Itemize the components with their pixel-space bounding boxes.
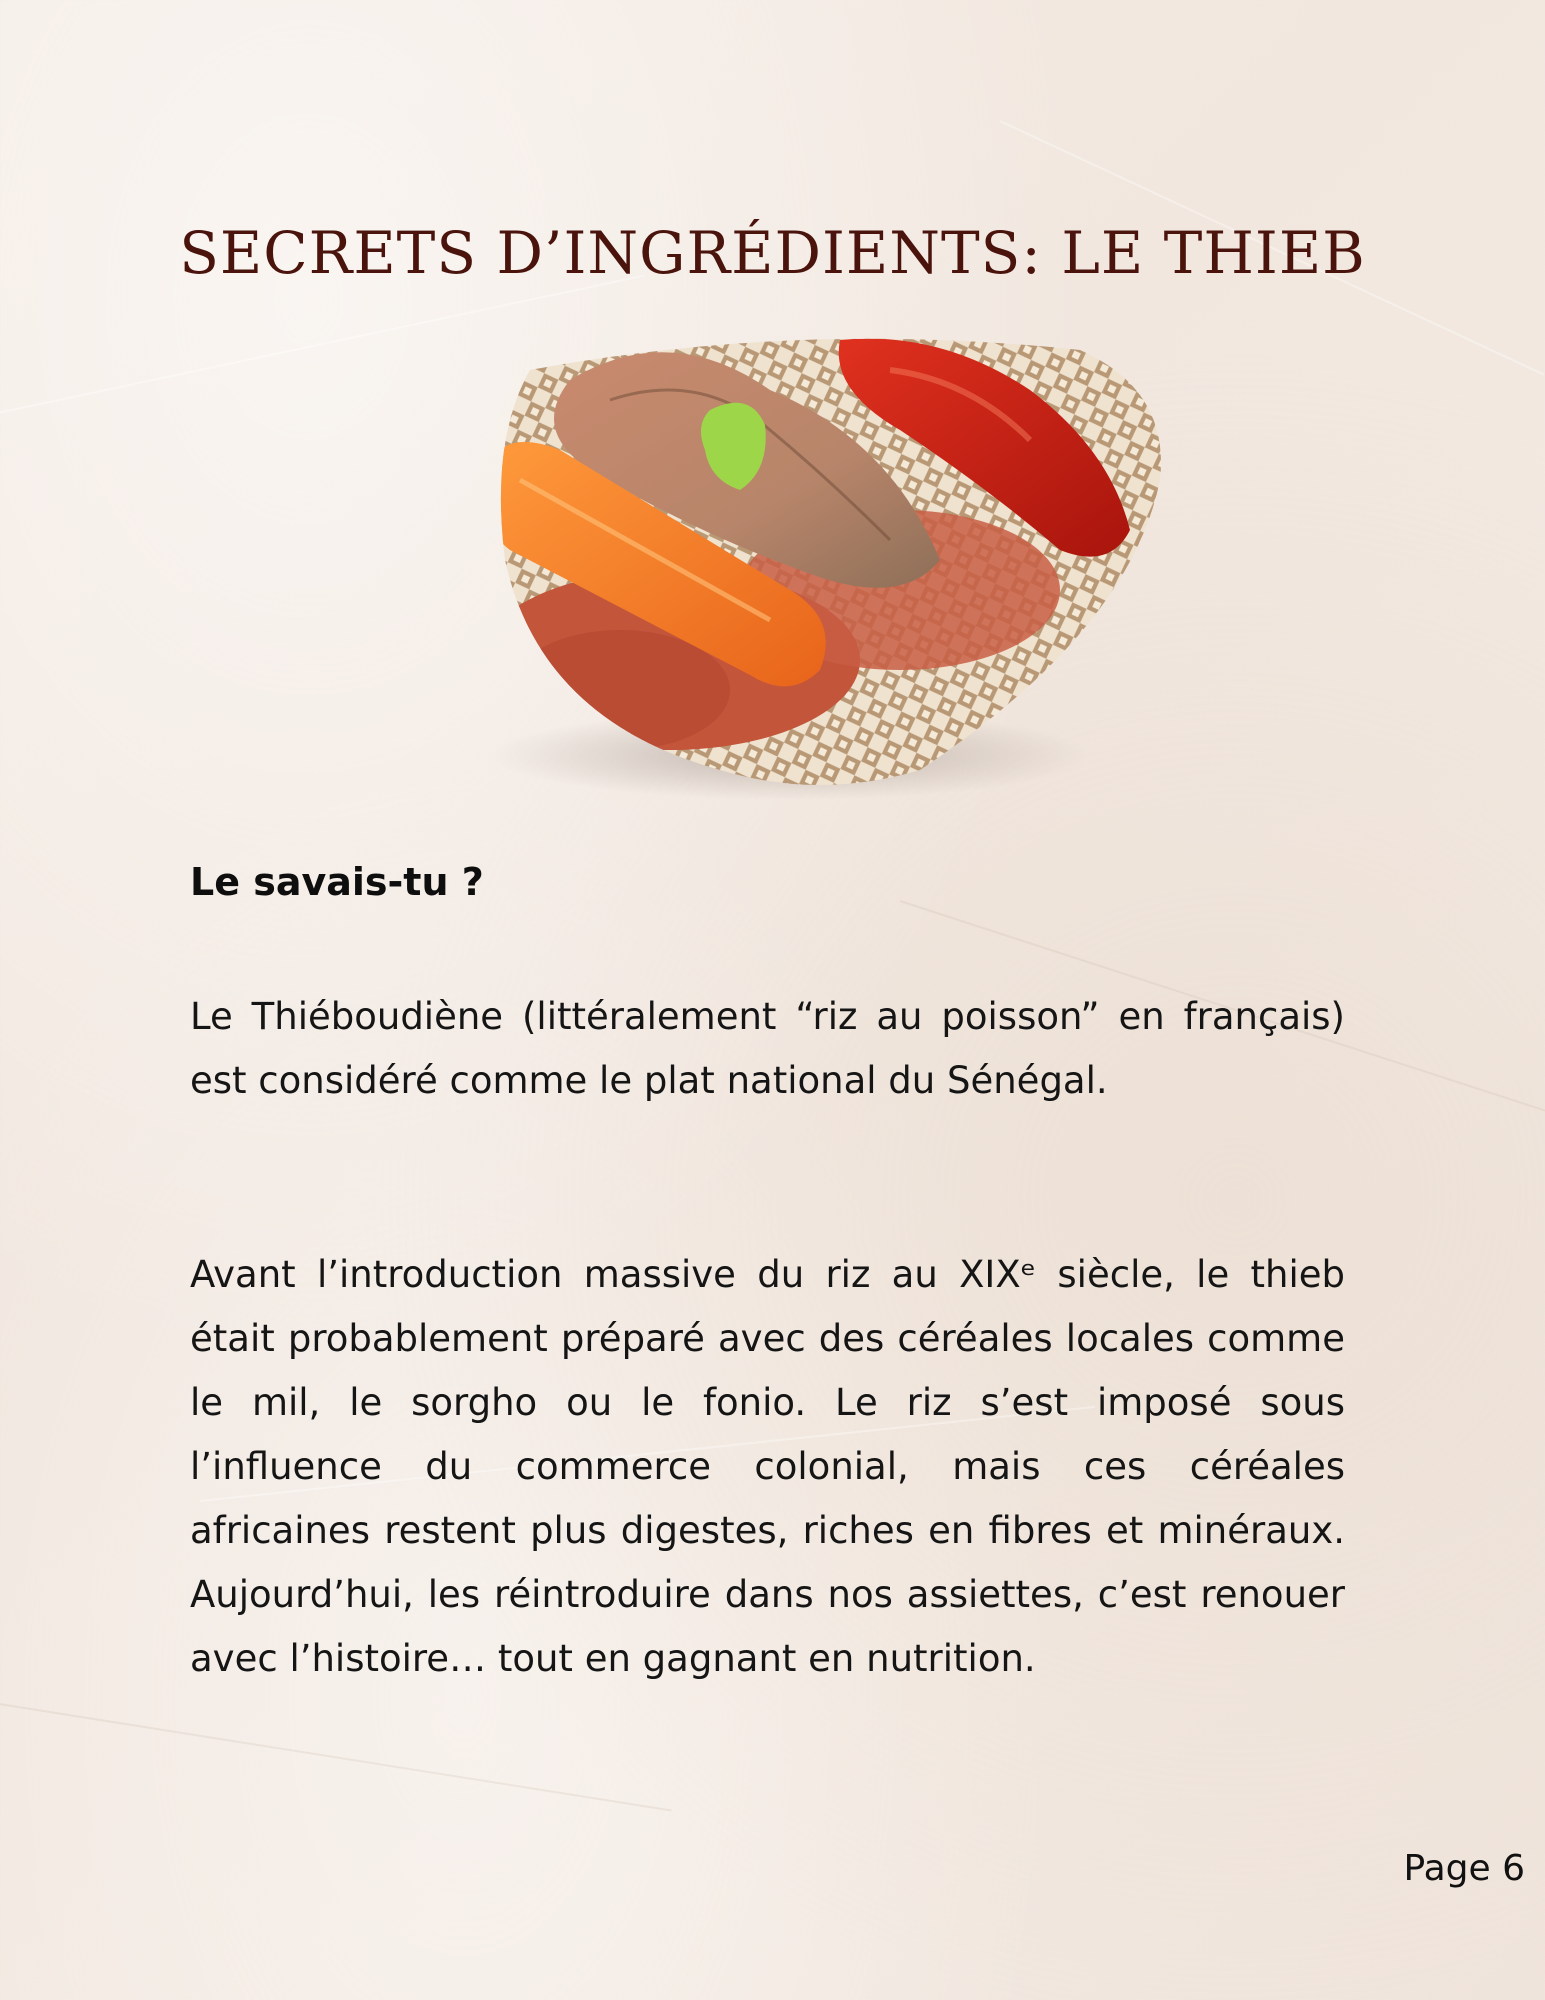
- paragraph-history: Avant l’introduction massive du riz au XIXᵉ siècle, le thieb était probablement préparé avec des céréales locales comme le mil, le sorgho ou le fonio. Le riz s’est imposé sous l’influence du commerce colonial, mais ces céréales africaines restent plus digestes, riches en fibres et minéraux. Aujourd’hui, les réintroduire dans nos assiettes, c’est renouer avec l’histoire… tout en gagnant en nutrition.: [190, 1253, 1345, 1680]
- page-title: SECRETS D’INGRÉDIENTS: LE THIEB: [179, 218, 1366, 287]
- thieb-dish-illustration: [470, 330, 1210, 800]
- section-heading: Le savais-tu ?: [190, 860, 484, 904]
- paragraph-intro: Le Thiéboudiène (littéralement “riz au poisson” en français) est considéré comme le plat national du Sénégal.: [190, 995, 1345, 1102]
- paper-crease: [0, 1700, 672, 1811]
- page-number: Page 6: [1403, 1848, 1525, 1889]
